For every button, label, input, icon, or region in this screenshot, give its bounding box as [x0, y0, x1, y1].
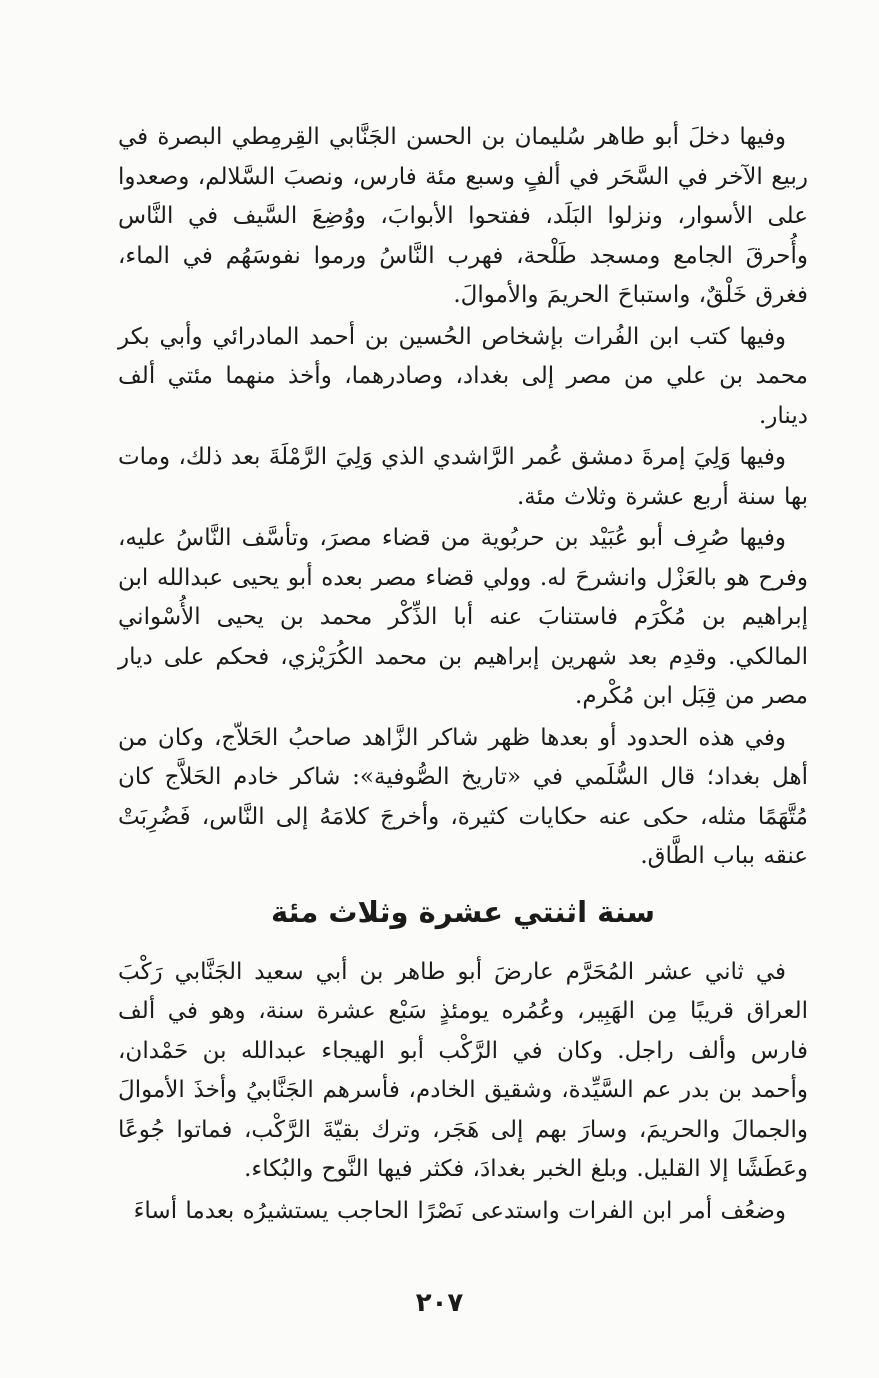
paragraph: وفيها دخلَ أبو طاهر سُليمان بن الحسن الجَنَّابي القِرمِطي البصرة في ربيع الآخر في السَّحَر في ألفٍ وسبع مئة فارس، ونصبَ السَّلالم، وصعدوا على الأسوار، ونزلوا البَلَد، ففتحوا الأبوابَ، ووُضِعَ السَّيف في النَّاس وأُحرقَ الجامع ومسجد طَلْحة، فهرب النَّاسُ ورموا نفوسَهُم في الماء، فغرق خَلْقٌ، واستباحَ الحريمَ والأموالَ. [118, 124, 808, 308]
section-heading: سنة اثنتي عشرة وثلاث مئة [270, 894, 656, 929]
paragraph: وفيها وَلِيَ إمرةَ دمشق عُمر الرَّاشدي الذي وَلِيَ الرَّمْلَةَ بعد ذلك، ومات بها سنة أربع عشرة وثلاث مئة. [118, 444, 808, 510]
paragraph: وضعُف أمر ابن الفرات واستدعى نَصْرًا الحاجب يستشيرُه بعدما أساءَ [133, 1197, 786, 1224]
page-number: ٢٠٧ [415, 1288, 464, 1318]
paragraph: وفي هذه الحدود أو بعدها ظهر شاكر الزَّاهد صاحبُ الحَلاّج، وكان من أهل بغداد؛ قال السُّلَمي في «تاريخ الصُّوفية»: شاكر خادم الحَلاَّج كان مُتَّهَمًا مثله، حكى عنه حكايات كثيرة، وأخرجَ كلامَهُ إلى النَّاس، فَضُرِبَتْ عنقه بباب الطَّاق. [118, 724, 808, 869]
page-body [118, 118, 808, 1233]
paragraph: وفيها كتب ابن الفُرات بإشخاص الحُسين بن أحمد المادرائي وأبي بكر محمد بن علي من مصر إلى بغداد، وصادرهما، وأخذ منهما مئتي ألف دينار. [118, 323, 808, 429]
paragraph: وفيها صُرِف أبو عُبَيْد بن حربُوية من قضاء مصرَ، وتأسَّف النَّاسُ عليه، وفرح هو بالعَزْل وانشرحَ له. وولي قضاء مصر بعده أبو يحيى عبدالله ابن إبراهيم بن مُكْرَم فاستنابَ عنه أبا الذِّكْر محمد بن يحيى الأُسْواني المالكي. وقدِم بعد شهرين إبراهيم بن محمد الكُرَيْزي، فحكم على ديار مصر من قِبَل ابن مُكْرم. [118, 525, 808, 709]
paragraph: في ثاني عشر المُحَرَّم عارضَ أبو طاهر بن أبي سعيد الجَنَّابي رَكْبَ العراق قريبًا مِن الهَبِير، وعُمُره يومئذٍ سَبْع عشرة سنة، وهو في ألف فارس وألف راجل. وكان في الرَّكْب أبو الهيجاء عبدالله بن حَمْدان، وأحمد بن بدر عم السَّيِّدة، وشقيق الخادم، فأسرهم الجَنَّابيُ وأخذَ الأموالَ والجمالَ والحريمَ، وسارَ بهم إلى هَجَر، وترك بقيّةَ الرَّكْب، فماتوا جُوعًا وعَطَشًا إلا القليل. وبلغ الخبر بغدادَ، فكثر فيها النَّوح والبُكاء. [118, 958, 808, 1182]
